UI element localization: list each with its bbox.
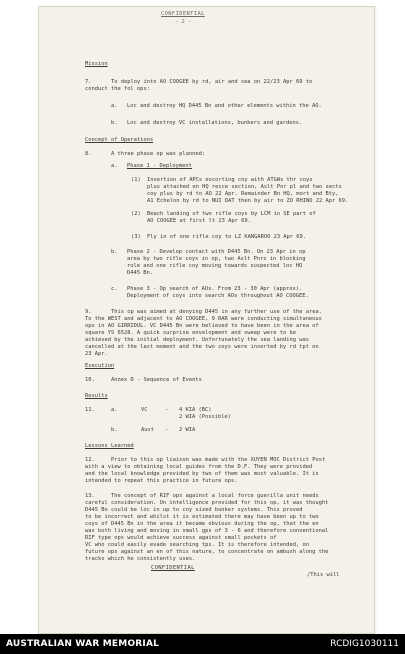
execution-text: Annex D - Sequence of Events <box>111 377 202 383</box>
phase-label: b. <box>111 249 118 255</box>
para-line: 23 Apr. <box>85 351 108 357</box>
subitem-line: Insertion of APCs escorting coy with ATGWs thr coys <box>147 177 313 183</box>
institution-name: AUSTRALIAN WAR MEMORIAL <box>6 639 160 649</box>
para-line: RIF type ops would achieve success against small pockets of <box>85 535 277 541</box>
results-row-dash: - <box>165 427 169 433</box>
para-line: intended to repeat this practice in future ops. <box>85 478 238 484</box>
para-num: 13. <box>85 493 95 499</box>
subitem-line: Beach landing of two rifle coys by LCM in SE part of <box>147 211 316 217</box>
para-line: The concept of RIF ops against a local force guerilla unit needs <box>111 493 319 499</box>
subitem-label: (3) <box>131 234 141 240</box>
para-line: and the local knowledge provided by two of them was most valuable. It is <box>85 471 319 477</box>
phase-label: a. <box>111 163 118 169</box>
concept-intro: A three phase op was planned: <box>111 151 206 157</box>
mission-item-text: Loc and destroy VC installations, bunkers and gardens. <box>127 120 303 126</box>
para-line: tracks which he consistently uses. <box>85 556 196 562</box>
catalogue-id: RCDIG1030111 <box>330 639 399 649</box>
para-line: careful consideration. On intelligence provided for this op, it was thought <box>85 500 329 506</box>
para-line: cancelled at the last moment and the two coys were inserted by rd tpt on <box>85 344 319 350</box>
execution-para-num: 10. <box>85 377 95 383</box>
subitem-line: AO COOGEE at first lt 23 Apr 69. <box>147 218 251 224</box>
results-row-value: 2 WIA (Possible) <box>179 414 231 420</box>
para-line: to be incorrect and whilst it is estimated there may have been up to two <box>85 514 319 520</box>
results-row-value: 4 KIA (BC) <box>179 407 212 413</box>
phase-label: c. <box>111 286 118 292</box>
mission-para-num: 7. <box>85 79 92 85</box>
para-line: VC who could easily evade searching tps. It is therefore intended, on <box>85 542 309 548</box>
para-num: 9. <box>85 309 92 315</box>
subitem-line: Fly in of one rifle coy to LZ KANGAROO 23 Apr 69. <box>147 234 307 240</box>
mission-item-label: b. <box>111 120 118 126</box>
phase-line: Phase 3 - Op search of AOs. From 23 - 30 Apr (approx). <box>127 286 303 292</box>
para-line: was both living and moving in small gps of 3 - 6 and therefore conventional <box>85 528 329 534</box>
mission-heading: Mission <box>85 61 108 67</box>
subitem-label: (2) <box>131 211 141 217</box>
subitem-line: plus attached en HQ recce section, Aslt Pnr pl and two sects <box>147 184 342 190</box>
phase-title: Phase 1 - Deployment <box>127 163 192 169</box>
para-line: coys of D445 Bn in the area it became obvious during the op, that the en <box>85 521 319 527</box>
para-line: This op was aimed at denying D445 in any further use of the area. <box>111 309 322 315</box>
footer-classification: CONFIDENTIAL <box>151 565 195 571</box>
results-row-dash: - <box>165 407 169 413</box>
para-num: 12. <box>85 457 95 463</box>
mission-item-text: Loc and destroy HQ D445 Bn and other elements within the AO. <box>127 103 322 109</box>
results-row-label: a. <box>111 407 118 413</box>
lessons-heading: Lessons Learned <box>85 443 134 449</box>
results-row-label: b. <box>111 427 118 433</box>
subitem-line: coy plus by rd to AO 22 Apr. Remainder Bn HQ, mort and Bty, <box>147 191 339 197</box>
phase-line: Phase 2 - Develop contact with D445 Bn. On 23 Apr in op <box>127 249 306 255</box>
para-line: Prior to this op liaison was made with the XUYEN MOC District Post <box>111 457 326 463</box>
phase-line: role and one rifle coy moving towards suspected loc HQ <box>127 263 303 269</box>
page-number: - 2 - <box>175 19 192 25</box>
results-heading: Results <box>85 393 108 399</box>
para-line: D445 Bn could be loc in up to coy sized bunker systems. This proved <box>85 507 303 513</box>
concept-heading: Concept of Operations <box>85 137 154 143</box>
para-line: with a view to obtaining local guides from the D.F. They were provided <box>85 464 313 470</box>
continuation-text: /This will <box>307 572 340 578</box>
results-row-value: 2 WIA <box>179 427 196 433</box>
phase-line: area by two rifle coys in op, two Aslt Pnrs in blocking <box>127 256 306 262</box>
subitem-label: (1) <box>131 177 141 183</box>
results-row-name: VC <box>141 407 148 413</box>
document-page <box>38 6 375 634</box>
results-row-name: Aust <box>141 427 154 433</box>
para-line: square YS 6528. A quick surprise envelopment and sweep were to be <box>85 330 296 336</box>
mission-line: conduct the fol ops: <box>85 86 150 92</box>
para-line: ops in AO GIRRIDUL. VC D445 Bn were believed to have been in the area of <box>85 323 319 329</box>
archive-footer-bar <box>0 634 405 654</box>
subitem-line: A1 Echelon by rd to NUI DAT then by air to ZO RHINO 22 Apr 69. <box>147 198 349 204</box>
phase-line: D445 Bn. <box>127 270 153 276</box>
phase-line: Deployment of coys into search AOs throughout AO COOGEE. <box>127 293 309 299</box>
concept-para-num: 8. <box>85 151 92 157</box>
execution-heading: Execution <box>85 363 115 369</box>
para-line: achieved by the initial deployment. Unfortunately the sea landing was <box>85 337 309 343</box>
header-classification: CONFIDENTIAL <box>161 11 205 17</box>
para-line: To the WEST and adjacent to AO COOGEE, 9 RAR were conducting simultaneous <box>85 316 322 322</box>
mission-line: To deploy into AO COOGEE by rd, air and sea on 22/23 Apr 69 to <box>111 79 313 85</box>
mission-item-label: a. <box>111 103 118 109</box>
results-para-num: 11. <box>85 407 95 413</box>
para-line: future ops against an en of this nature, to concentrate on ambush along the <box>85 549 329 555</box>
